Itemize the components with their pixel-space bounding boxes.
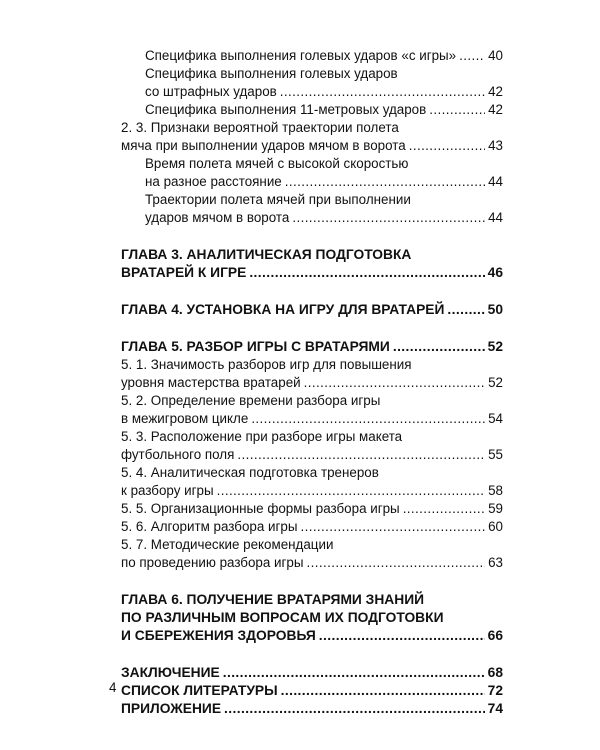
toc-entry[interactable] (121, 446, 503, 464)
toc-chapter-title: ЗАКЛЮЧЕНИЕ (121, 665, 220, 680)
dot-leader (280, 83, 485, 101)
toc-entry[interactable] (121, 500, 503, 518)
dot-leader (429, 101, 485, 119)
toc-entry[interactable] (121, 554, 503, 572)
toc-entry-title: в межигровом цикле (121, 411, 249, 426)
dot-leader (251, 410, 485, 428)
toc-chapter-title: ГЛАВА 4. УСТАНОВКА НА ИГРУ ДЛЯ ВРАТАРЕЙ (121, 302, 445, 317)
toc-page-number: 40 (488, 48, 503, 63)
toc-entry-title: ударов мячом в ворота (145, 210, 290, 225)
toc-entry-line: 5. 1. Значимость разборов игр для повышения (121, 357, 412, 372)
toc-page-number: 42 (488, 84, 503, 99)
toc-entry-title: 5. 5. Организационные формы разбора игры (121, 501, 400, 516)
toc-entry[interactable] (121, 410, 503, 428)
toc-entry-title: 5. 6. Алгоритм разбора игры (121, 519, 298, 534)
toc-chapter[interactable] (121, 301, 503, 319)
toc-chapter-title: ГЛАВА 5. РАЗБОР ИГРЫ С ВРАТАРЯМИ (121, 339, 390, 354)
toc-page-number: 54 (488, 411, 503, 426)
dot-leader (223, 664, 485, 682)
toc-page-number: 44 (488, 174, 503, 189)
toc-entry-title: к разбору игры (121, 483, 214, 498)
toc-chapter[interactable] (121, 682, 503, 700)
section-gap (121, 319, 503, 338)
toc-entry[interactable] (121, 101, 503, 119)
toc-entry-line: 2. 3. Признаки вероятной траектории полета (121, 120, 399, 135)
toc-chapter[interactable] (121, 700, 503, 718)
table-of-contents (121, 47, 503, 718)
toc-entry-line: Время полета мячей с высокой скоростью (145, 156, 409, 171)
toc-page-number: 52 (488, 375, 503, 390)
toc-entry[interactable] (121, 83, 503, 101)
toc-entry[interactable] (121, 137, 503, 155)
toc-chapter[interactable] (121, 627, 503, 645)
toc-entry-line: 5. 2. Определение времени разбора игры (121, 393, 381, 408)
toc-entry-title: футбольного поля (121, 447, 235, 462)
dot-leader (319, 627, 485, 645)
toc-entry-title: мяча при выполнении ударов мячом в ворота (121, 138, 406, 153)
dot-leader (409, 137, 485, 155)
toc-page-number: 63 (488, 555, 503, 570)
toc-chapter[interactable] (121, 338, 503, 356)
dot-leader (393, 338, 485, 356)
toc-entry-title: по проведению разбора игры (121, 555, 304, 570)
dot-leader (237, 446, 485, 464)
toc-chapter-title: ПРИЛОЖЕНИЕ (121, 701, 222, 716)
toc-page-number: 66 (487, 628, 503, 643)
toc-entry[interactable] (121, 47, 503, 65)
toc-page-number: 46 (487, 265, 503, 280)
toc-entry-title: со штрафных ударов (145, 84, 277, 99)
toc-page-number: 60 (488, 519, 503, 534)
toc-entry-title: Специфика выполнения голевых ударов «с игры» (145, 48, 457, 63)
dot-leader (403, 500, 485, 518)
section-gap (121, 227, 503, 246)
dot-leader (224, 700, 485, 718)
toc-entry-title: Специфика выполнения 11-метровых ударов (145, 102, 427, 117)
toc-entry[interactable] (121, 173, 503, 191)
toc-entry-line: Траектории полета мячей при выполнении (145, 192, 411, 207)
section-gap (121, 572, 503, 591)
section-gap (121, 645, 503, 664)
toc-chapter-line: ГЛАВА 6. ПОЛУЧЕНИЕ ВРАТАРЯМИ ЗНАНИЙ (121, 592, 425, 607)
toc-entry-title: на разное расстояние (145, 174, 282, 189)
section-gap (121, 282, 503, 301)
dot-leader (249, 264, 484, 282)
page-number: 4 (109, 680, 117, 695)
toc-page-number: 74 (487, 701, 503, 716)
dot-leader (447, 301, 484, 319)
toc-entry[interactable] (121, 374, 503, 392)
dot-leader (459, 47, 485, 65)
toc-entry[interactable] (121, 482, 503, 500)
toc-page-number: 43 (488, 138, 503, 153)
dot-leader (300, 518, 485, 536)
toc-chapter[interactable] (121, 264, 503, 282)
toc-entry[interactable] (121, 518, 503, 536)
toc-chapter-title: СПИСОК ЛИТЕРАТУРЫ (121, 683, 278, 698)
toc-page-number: 52 (487, 339, 503, 354)
toc-chapter-title: ВРАТАРЕЙ К ИГРЕ (121, 265, 247, 280)
dot-leader (304, 374, 485, 392)
toc-chapter[interactable] (121, 664, 503, 682)
toc-entry-line: Специфика выполнения голевых ударов (145, 66, 398, 81)
toc-entry-line: 5. 4. Аналитическая подготовка тренеров (121, 465, 379, 480)
toc-page-number: 50 (487, 302, 503, 317)
toc-entry[interactable] (121, 209, 503, 227)
dot-leader (217, 482, 486, 500)
toc-page-number: 44 (488, 210, 503, 225)
toc-entry-line: 5. 3. Расположение при разборе игры макета (121, 429, 403, 444)
dot-leader (281, 682, 485, 700)
toc-entry-line: 5. 7. Методические рекомендации (121, 537, 334, 552)
toc-page-number: 42 (488, 102, 503, 117)
dot-leader (285, 173, 485, 191)
toc-page-number: 55 (488, 447, 503, 462)
toc-chapter-line: ГЛАВА 3. АНАЛИТИЧЕСКАЯ ПОДГОТОВКА (121, 247, 412, 262)
toc-chapter-line: ПО РАЗЛИЧНЫМ ВОПРОСАМ ИХ ПОДГОТОВКИ (121, 610, 444, 625)
dot-leader (292, 209, 485, 227)
dot-leader (306, 554, 485, 572)
toc-entry-title: уровня мастерства вратарей (121, 375, 301, 390)
toc-chapter-title: И СБЕРЕЖЕНИЯ ЗДОРОВЬЯ (121, 628, 316, 643)
toc-page-number: 72 (487, 683, 503, 698)
toc-page-number: 58 (488, 483, 503, 498)
toc-page-number: 68 (487, 665, 503, 680)
toc-page-number: 59 (488, 501, 503, 516)
